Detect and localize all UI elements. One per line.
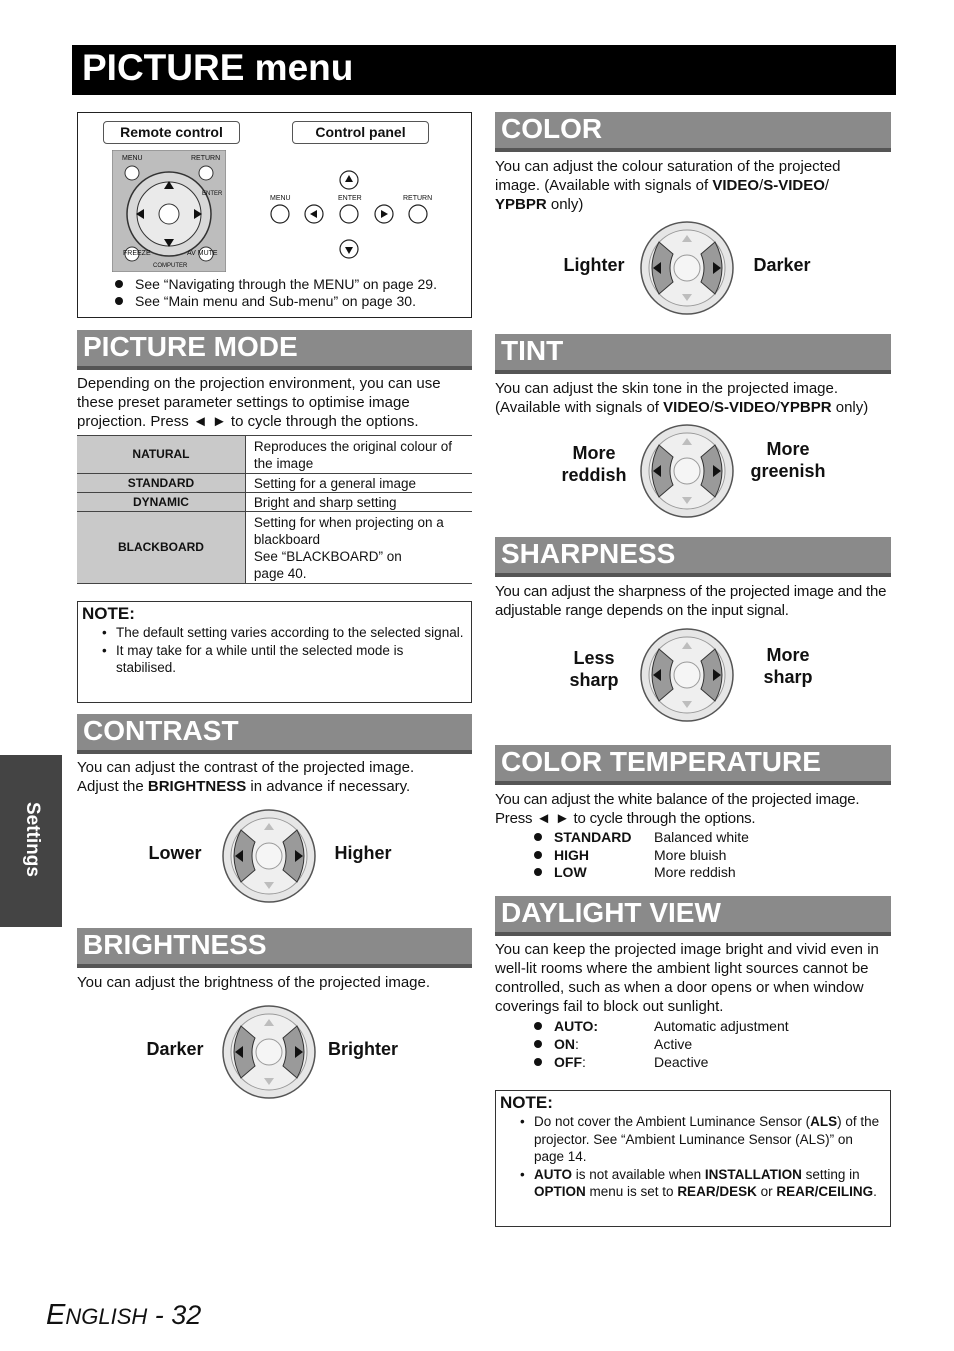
- item-key: STANDARD: [554, 829, 632, 845]
- brightness-dpad: [221, 1004, 317, 1100]
- side-tab-settings: [0, 755, 62, 927]
- item-value: More bluish: [654, 847, 727, 863]
- text-bold: OFF: [554, 1054, 582, 1070]
- footer-page-number: - 32: [147, 1300, 202, 1330]
- note-item: [496, 1166, 890, 1201]
- note-list: [496, 1113, 890, 1201]
- panel-menu-key: MENU: [270, 195, 291, 202]
- desc-line: blackboard: [253, 531, 320, 547]
- text-run: only): [831, 399, 869, 416]
- direction-pad-icon: [221, 1004, 317, 1100]
- remote-menu-key: MENU: [122, 155, 143, 162]
- text-run: only): [546, 196, 584, 213]
- mode-desc-natural: [245, 436, 472, 474]
- text-bold: OPTION: [534, 1184, 586, 1199]
- desc-line: the image: [253, 455, 314, 471]
- label-line: reddish: [561, 465, 627, 485]
- table-row: [77, 493, 472, 512]
- contrast-right-label: Higher: [334, 843, 392, 863]
- text-run: Adjust the: [77, 778, 148, 795]
- brightness-right-label: Brighter: [327, 1039, 398, 1059]
- text-bold: AUTO: [554, 1018, 594, 1034]
- text-bold: S-VIDEO: [714, 399, 776, 416]
- text-run: setting in: [801, 1166, 860, 1182]
- text-bold: VIDEO: [712, 177, 760, 194]
- table-row: [77, 436, 472, 474]
- tint-right-label: [740, 438, 836, 482]
- color-left-label: Lighter: [563, 255, 625, 275]
- control-panel-illustration: [265, 165, 435, 263]
- contrast-line-1: You can adjust the contrast of the projected image.: [77, 759, 415, 776]
- table-row: [77, 512, 472, 584]
- text-bold: REAR/CEILING: [776, 1184, 874, 1199]
- contrast-heading: CONTRAST: [77, 714, 472, 754]
- text-run: /: [709, 399, 715, 416]
- direction-pad-icon: [639, 220, 735, 316]
- remote-freeze-key: FREEZE: [123, 250, 151, 257]
- text-run: /: [824, 177, 830, 194]
- side-tab-label: Settings: [22, 802, 43, 877]
- item-value: More reddish: [654, 864, 736, 880]
- text-run: (Available with signals of: [495, 399, 664, 416]
- label-line: greenish: [750, 461, 826, 481]
- item-key: OFF:: [554, 1054, 586, 1070]
- bullet-dot: [534, 1022, 542, 1030]
- item-value: Active: [654, 1036, 693, 1052]
- text-bold: S-VIDEO: [763, 177, 825, 194]
- picture-mode-table: [77, 435, 472, 584]
- direction-pad-icon: [221, 808, 317, 904]
- desc-line: See “BLACKBOARD” on: [253, 548, 402, 564]
- panel-enter-key: ENTER: [338, 195, 362, 202]
- remote-return-key: RETURN: [191, 155, 221, 162]
- color-temperature-heading: COLOR TEMPERATURE: [495, 745, 891, 785]
- tint-text: [495, 379, 895, 417]
- bullet-dot: [534, 1040, 542, 1048]
- item-key: LOW: [554, 864, 587, 880]
- remote-computer-key: COMPUTER: [153, 263, 188, 269]
- bullet-dot: [534, 868, 542, 876]
- text-run: /: [775, 399, 780, 416]
- note-title: NOTE:: [500, 1093, 553, 1112]
- tint-heading: TINT: [495, 334, 891, 374]
- bullet-dot: [115, 297, 123, 305]
- sharpness-heading: SHARPNESS: [495, 537, 891, 577]
- mode-desc-standard: Setting for a general image: [245, 474, 472, 493]
- text-run: ) of the projector. See “Ambient Luminance Sensor (ALS)” on page 14.: [534, 1114, 880, 1164]
- desc-line: Reproduces the original colour of: [253, 438, 453, 454]
- picture-mode-heading: PICTURE MODE: [77, 330, 472, 370]
- color-line-3: [495, 195, 891, 214]
- text-run: or: [756, 1184, 777, 1199]
- text-bold: YPBPR: [779, 399, 832, 416]
- item-key: AUTO:: [554, 1018, 599, 1034]
- item-value: Automatic adjustment: [654, 1018, 789, 1034]
- text-run: Do not cover the Ambient Luminance Sensor (: [534, 1114, 811, 1129]
- text-run: .: [873, 1184, 877, 1199]
- text-bold: BRIGHTNESS: [147, 778, 247, 795]
- panel-return-key: RETURN: [403, 195, 433, 202]
- direction-pad-icon: [639, 627, 735, 723]
- daylight-view-heading: DAYLIGHT VIEW: [495, 896, 891, 936]
- label-line: sharp: [569, 670, 619, 690]
- sharpness-dpad: [639, 627, 735, 723]
- brightness-left-label: Darker: [146, 1039, 204, 1059]
- tint-dpad: [639, 423, 735, 519]
- text-bold: REAR/DESK: [677, 1184, 757, 1199]
- contrast-line-2: [77, 777, 472, 796]
- sharpness-text: You can adjust the sharpness of the projected image and the adjustable range depends on the input signal.: [495, 583, 887, 619]
- text-bold: AUTO: [534, 1166, 573, 1182]
- contrast-text: [77, 758, 472, 796]
- mode-key-natural: NATURAL: [77, 436, 245, 474]
- label-line: More: [572, 443, 616, 463]
- page-title: PICTURE menu: [72, 45, 896, 95]
- text-run: in advance if necessary.: [246, 778, 411, 795]
- direction-pad-icon: [639, 423, 735, 519]
- mode-key-standard: STANDARD: [77, 474, 245, 493]
- desc-line: page 40.: [253, 565, 307, 581]
- color-temperature-text: You can adjust the white balance of the projected image. Press ◄ ► to cycle through the options.: [495, 791, 860, 827]
- text-run: /: [759, 177, 764, 194]
- remote-enter-key: ENTER: [202, 191, 223, 197]
- sharpness-right-label: [740, 644, 836, 688]
- nav-bullet-1-text: See “Navigating through the MENU” on page 29.: [135, 276, 437, 292]
- remote-avmute-key: AV MUTE: [187, 250, 218, 257]
- picture-mode-note: [77, 601, 472, 703]
- control-panel-label: Control panel: [292, 121, 429, 144]
- color-right-label: Darker: [753, 255, 811, 275]
- bullet-dot: [115, 280, 123, 288]
- bullet-dot: [534, 851, 542, 859]
- brightness-heading: BRIGHTNESS: [77, 928, 472, 968]
- desc-line: Setting for when projecting on a: [253, 514, 444, 530]
- contrast-dpad: [221, 808, 317, 904]
- mode-desc-dynamic: Bright and sharp setting: [245, 493, 472, 512]
- label-line: Less: [573, 648, 615, 668]
- mode-desc-blackboard: [245, 512, 472, 584]
- text-run: image. (Available with signals of: [495, 177, 713, 194]
- label-line: sharp: [763, 667, 813, 687]
- color-dpad: [639, 220, 735, 316]
- daylight-view-text: You can keep the projected image bright and vivid even in well-lit rooms where the ambient light sources cannot be controlled, such as when a door opens or when window coverings fail to block out sunlight.: [495, 941, 879, 1015]
- text-bold: ON: [554, 1036, 575, 1052]
- item-value: Deactive: [654, 1054, 709, 1070]
- footer-initial: E: [46, 1299, 66, 1331]
- nav-bullet-2-text: See “Main menu and Sub-menu” on page 30.: [135, 293, 416, 309]
- note-item: [496, 1113, 890, 1166]
- note-item: • The default setting varies according to the selected signal.: [78, 624, 471, 642]
- text-bold: YPBPR: [495, 196, 547, 213]
- text-bold: ALS: [810, 1114, 838, 1129]
- tint-left-label: [548, 442, 640, 486]
- remote-control-label: Remote control: [103, 121, 240, 144]
- text-bold: VIDEO: [663, 399, 710, 416]
- item-key: HIGH: [554, 847, 589, 863]
- text-run: menu is set to: [585, 1184, 678, 1199]
- color-line-1: You can adjust the colour saturation of the projected: [495, 158, 841, 175]
- color-text: [495, 157, 891, 214]
- tint-line-1: You can adjust the skin tone in the projected image.: [495, 380, 839, 397]
- picture-mode-intro: Depending on the projection environment, you can use these preset parameter settings to optimise image projection. Press ◄ ► to cycle through the options.: [77, 375, 441, 430]
- mode-key-blackboard: BLACKBOARD: [77, 512, 245, 584]
- item-key: ON:: [554, 1036, 579, 1052]
- label-line: More: [766, 645, 810, 665]
- color-line-2: [495, 176, 891, 195]
- page-footer: [46, 1299, 201, 1332]
- text-run: is not available when: [572, 1166, 705, 1182]
- table-row: [77, 474, 472, 493]
- footer-language: NGLISH: [65, 1304, 148, 1329]
- sharpness-left-label: [548, 647, 640, 691]
- bullet-dot: [534, 833, 542, 841]
- text-bold: INSTALLATION: [704, 1166, 802, 1182]
- mode-key-dynamic: DYNAMIC: [77, 493, 245, 512]
- tint-line-2: [495, 398, 895, 417]
- note-item: • It may take for a while until the selected mode is stabilised.: [78, 642, 471, 677]
- note-list: [78, 624, 471, 677]
- label-line: More: [766, 439, 810, 459]
- note-title: NOTE:: [82, 604, 135, 623]
- color-heading: COLOR: [495, 112, 891, 152]
- bullet-dot: [534, 1058, 542, 1066]
- brightness-text: You can adjust the brightness of the projected image.: [77, 974, 431, 991]
- item-value: Balanced white: [654, 829, 749, 845]
- contrast-left-label: Lower: [148, 843, 202, 863]
- daylight-view-note: [495, 1090, 891, 1227]
